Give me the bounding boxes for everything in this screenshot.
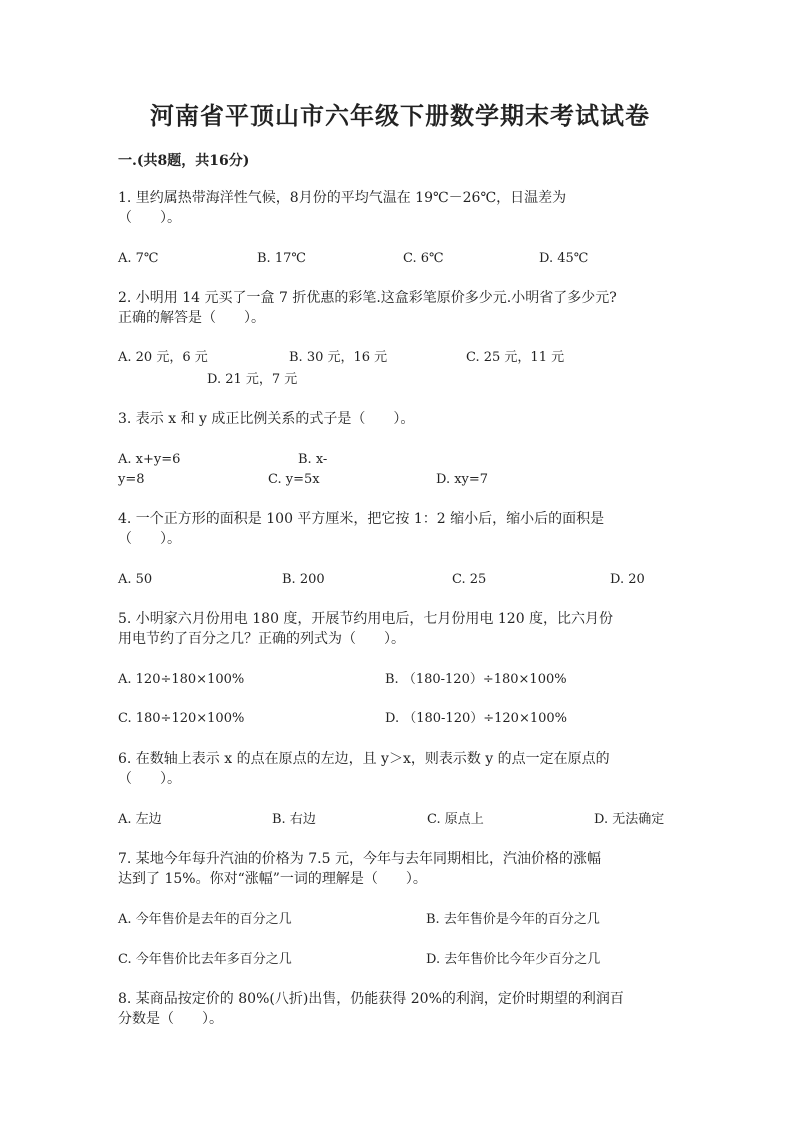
question-5-stem — [118, 609, 688, 649]
question-6-option-a: A. 左边 — [118, 812, 162, 827]
question-2-option-a: A. 20 元，6 元 — [118, 350, 208, 365]
stem-line: 4. 一个正方形的面积是 100 平方厘米，把它按 1：2 缩小后，缩小后的面积是 — [118, 511, 605, 527]
question-5-option-c: C. 180÷120×100% — [118, 711, 245, 726]
question-3-option-b-cont: y=8 — [118, 472, 145, 487]
question-3-option-d: D. xy=7 — [436, 472, 489, 487]
stem-line: 达到了 15%。你对“涨幅”一词的理解是（ ）。 — [118, 871, 427, 887]
stem-line: （ ）。 — [118, 210, 181, 226]
question-7-option-c: C. 今年售价比去年多百分之几 — [118, 952, 292, 967]
stem-line: （ ）。 — [118, 531, 181, 547]
stem-line: 3. 表示 x 和 y 成正比例关系的式子是（ ）。 — [118, 411, 415, 427]
question-7-option-a: A. 今年售价是去年的百分之几 — [118, 912, 292, 927]
question-3-option-c: C. y=5x — [268, 472, 320, 487]
question-5-option-b: B. （180-120）÷180×100% — [385, 672, 567, 687]
question-1-option-b: B. 17℃ — [257, 251, 306, 266]
question-7-option-b: B. 去年售价是今年的百分之几 — [426, 912, 600, 927]
stem-line: 正确的解答是（ ）。 — [118, 310, 265, 326]
question-7-stem — [118, 849, 688, 889]
question-2-option-d: D. 21 元，7 元 — [207, 372, 298, 387]
question-2-stem — [118, 288, 688, 328]
question-6-stem — [118, 749, 688, 789]
question-4-option-a: A. 50 — [118, 572, 153, 587]
stem-line: 7. 某地今年每升汽油的价格为 7.5 元，今年与去年同期相比，汽油价格的涨幅 — [118, 851, 601, 867]
question-3-option-a: A. x+y=6 — [118, 452, 181, 467]
stem-line: 2. 小明用 14 元买了一盒 7 折优惠的彩笔.这盒彩笔原价多少元.小明省了多少元? — [118, 290, 617, 306]
section-heading: 一.(共8题，共16分) — [118, 153, 250, 169]
stem-line: 5. 小明家六月份用电 180 度，开展节约用电后，七月份用电 120 度，比六月份 — [118, 611, 614, 627]
stem-line: 8. 某商品按定价的 80%(八折)出售，仍能获得 20%的利润，定价时期望的利润百 — [118, 991, 624, 1007]
stem-line: （ ）。 — [118, 771, 181, 787]
page-title: 河南省平顶山市六年级下册数学期末考试试卷 — [150, 101, 650, 130]
question-5-option-d: D. （180-120）÷120×100% — [385, 711, 568, 726]
stem-line: 分数是（ ）。 — [118, 1011, 223, 1027]
question-6-option-b: B. 右边 — [272, 812, 316, 827]
question-6-option-d: D. 无法确定 — [594, 812, 665, 827]
question-1-option-a: A. 7℃ — [118, 251, 159, 266]
question-1-stem — [118, 188, 688, 228]
question-1-option-d: D. 45℃ — [539, 251, 589, 266]
question-4-option-b: B. 200 — [282, 572, 325, 587]
question-1-option-c: C. 6℃ — [403, 251, 444, 266]
stem-line: 6. 在数轴上表示 x 的点在原点的左边，且 y＞x，则表示数 y 的点一定在原点的 — [118, 751, 610, 767]
question-6-option-c: C. 原点上 — [427, 812, 484, 827]
question-3-stem — [118, 409, 688, 429]
stem-line: 用电节约了百分之几？正确的列式为（ ）。 — [118, 631, 405, 647]
question-4-option-d: D. 20 — [610, 572, 645, 587]
question-4-stem — [118, 509, 688, 549]
question-2-option-b: B. 30 元，16 元 — [289, 350, 388, 365]
question-2-option-c: C. 25 元，11 元 — [466, 350, 565, 365]
question-4-option-c: C. 25 — [452, 572, 487, 587]
question-8-stem — [118, 989, 688, 1029]
question-5-option-a: A. 120÷180×100% — [118, 672, 245, 687]
question-3-option-b: B. x- — [298, 452, 328, 467]
question-7-option-d: D. 去年售价比今年少百分之几 — [426, 952, 601, 967]
stem-line: 1. 里约属热带海洋性气候，8月份的平均气温在 19℃－26℃，日温差为 — [118, 190, 567, 206]
